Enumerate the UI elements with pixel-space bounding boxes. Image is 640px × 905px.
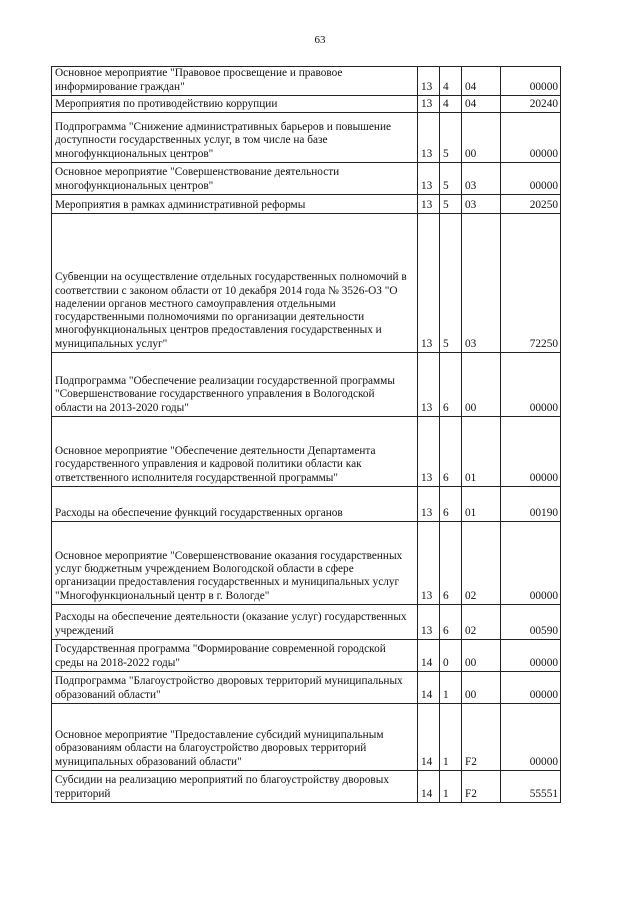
row-code: 00000 bbox=[501, 522, 561, 605]
row-program: 02 bbox=[462, 605, 501, 640]
row-code: 00590 bbox=[501, 605, 561, 640]
row-name: Основное мероприятие "Совершенствование оказания государственных услуг бюджетным учреждением Вологодской области в сфере организации предоставления государственных и муниципальных услуг "Многофункциональный центр в г. Вологде" bbox=[52, 522, 418, 605]
row-program: 03 bbox=[462, 195, 501, 214]
row-name: Основное мероприятие "Совершенствование деятельности многофункциональных центров" bbox=[52, 163, 418, 195]
table-row bbox=[52, 640, 561, 672]
row-name: Основное мероприятие "Обеспечение деятельности Департамента государственного управления и кадровой политики области как ответственного исполнителя государственной программы" bbox=[52, 417, 418, 487]
row-section: 13 bbox=[418, 163, 440, 195]
row-program: 01 bbox=[462, 417, 501, 487]
row-section: 14 bbox=[418, 771, 440, 803]
row-code: 00000 bbox=[501, 672, 561, 704]
table-row bbox=[52, 96, 561, 113]
row-name: Основное мероприятие "Предоставление субсидий муниципальным образованиям области на благоустройство дворовых территорий муниципальных образований области" bbox=[52, 704, 418, 771]
row-program: 00 bbox=[462, 640, 501, 672]
row-subsection: 6 bbox=[440, 487, 462, 522]
row-name: Расходы на обеспечение функций государственных органов bbox=[52, 487, 418, 522]
row-section: 13 bbox=[418, 605, 440, 640]
row-name: Мероприятия по противодействию коррупции bbox=[52, 96, 418, 113]
row-code: 00000 bbox=[501, 640, 561, 672]
row-subsection: 0 bbox=[440, 640, 462, 672]
row-code: 00190 bbox=[501, 487, 561, 522]
row-program: 04 bbox=[462, 96, 501, 113]
row-section: 13 bbox=[418, 67, 440, 96]
row-code: 00000 bbox=[501, 163, 561, 195]
row-subsection: 1 bbox=[440, 771, 462, 803]
row-program: F2 bbox=[462, 771, 501, 803]
row-section: 13 bbox=[418, 522, 440, 605]
table-row bbox=[52, 67, 561, 96]
row-subsection: 5 bbox=[440, 163, 462, 195]
row-program: 01 bbox=[462, 487, 501, 522]
table-row bbox=[52, 113, 561, 163]
row-code: 00000 bbox=[501, 113, 561, 163]
row-program: 00 bbox=[462, 353, 501, 417]
row-subsection: 6 bbox=[440, 417, 462, 487]
row-subsection: 5 bbox=[440, 195, 462, 214]
row-section: 14 bbox=[418, 704, 440, 771]
table-row bbox=[52, 163, 561, 195]
row-name: Подпрограмма "Снижение административных барьеров и повышение доступности государственных услуг, в том числе на базе многофункциональных центров" bbox=[52, 113, 418, 163]
row-code: 00000 bbox=[501, 704, 561, 771]
row-subsection: 6 bbox=[440, 522, 462, 605]
row-subsection: 4 bbox=[440, 67, 462, 96]
table-row bbox=[52, 522, 561, 605]
row-program: 04 bbox=[462, 67, 501, 96]
row-section: 13 bbox=[418, 353, 440, 417]
table-row bbox=[52, 487, 561, 522]
row-subsection: 1 bbox=[440, 704, 462, 771]
table-row bbox=[52, 672, 561, 704]
table-row bbox=[52, 417, 561, 487]
row-program: 02 bbox=[462, 522, 501, 605]
row-name: Расходы на обеспечение деятельности (оказание услуг) государственных учреждений bbox=[52, 605, 418, 640]
row-name: Субсидии на реализацию мероприятий по благоустройству дворовых территорий bbox=[52, 771, 418, 803]
row-program: 00 bbox=[462, 113, 501, 163]
row-subsection: 6 bbox=[440, 605, 462, 640]
row-name: Подпрограмма "Обеспечение реализации государственной программы "Совершенствование государственного управления в Вологодской области на 2013-2020 годы" bbox=[52, 353, 418, 417]
row-program: 03 bbox=[462, 214, 501, 353]
row-program: 03 bbox=[462, 163, 501, 195]
table-row bbox=[52, 214, 561, 353]
row-program: F2 bbox=[462, 704, 501, 771]
row-name: Мероприятия в рамках административной реформы bbox=[52, 195, 418, 214]
row-code: 00000 bbox=[501, 417, 561, 487]
row-subsection: 5 bbox=[440, 214, 462, 353]
row-section: 13 bbox=[418, 487, 440, 522]
row-code: 00000 bbox=[501, 67, 561, 96]
row-section: 14 bbox=[418, 640, 440, 672]
row-section: 13 bbox=[418, 195, 440, 214]
table-row bbox=[52, 771, 561, 803]
row-name: Субвенции на осуществление отдельных государственных полномочий в соответствии с законом области от 10 декабря 2014 года № 3526-ОЗ "О наделении органов местного самоуправления отдельными государственными полномочиями по организации деятельности многофункциональных центров предоставления государственных и муниципальных услуг" bbox=[52, 214, 418, 353]
row-code: 72250 bbox=[501, 214, 561, 353]
row-section: 13 bbox=[418, 214, 440, 353]
table-row bbox=[52, 605, 561, 640]
row-section: 13 bbox=[418, 417, 440, 487]
page-number: 63 bbox=[314, 34, 326, 46]
row-section: 13 bbox=[418, 113, 440, 163]
row-section: 14 bbox=[418, 672, 440, 704]
row-name: Основное мероприятие "Правовое просвещение и правовое информирование граждан" bbox=[52, 67, 418, 96]
row-program: 00 bbox=[462, 672, 501, 704]
row-name: Подпрограмма "Благоустройство дворовых территорий муниципальных образований области" bbox=[52, 672, 418, 704]
row-subsection: 5 bbox=[440, 113, 462, 163]
row-name: Государственная программа "Формирование современной городской среды на 2018-2022 годы" bbox=[52, 640, 418, 672]
budget-table-body bbox=[52, 67, 561, 803]
row-section: 13 bbox=[418, 96, 440, 113]
table-row bbox=[52, 195, 561, 214]
table-row bbox=[52, 353, 561, 417]
row-subsection: 4 bbox=[440, 96, 462, 113]
row-subsection: 6 bbox=[440, 353, 462, 417]
row-code: 20240 bbox=[501, 96, 561, 113]
row-subsection: 1 bbox=[440, 672, 462, 704]
row-code: 55551 bbox=[501, 771, 561, 803]
table-row bbox=[52, 704, 561, 771]
row-code: 20250 bbox=[501, 195, 561, 214]
row-code: 00000 bbox=[501, 353, 561, 417]
budget-table bbox=[51, 66, 561, 803]
